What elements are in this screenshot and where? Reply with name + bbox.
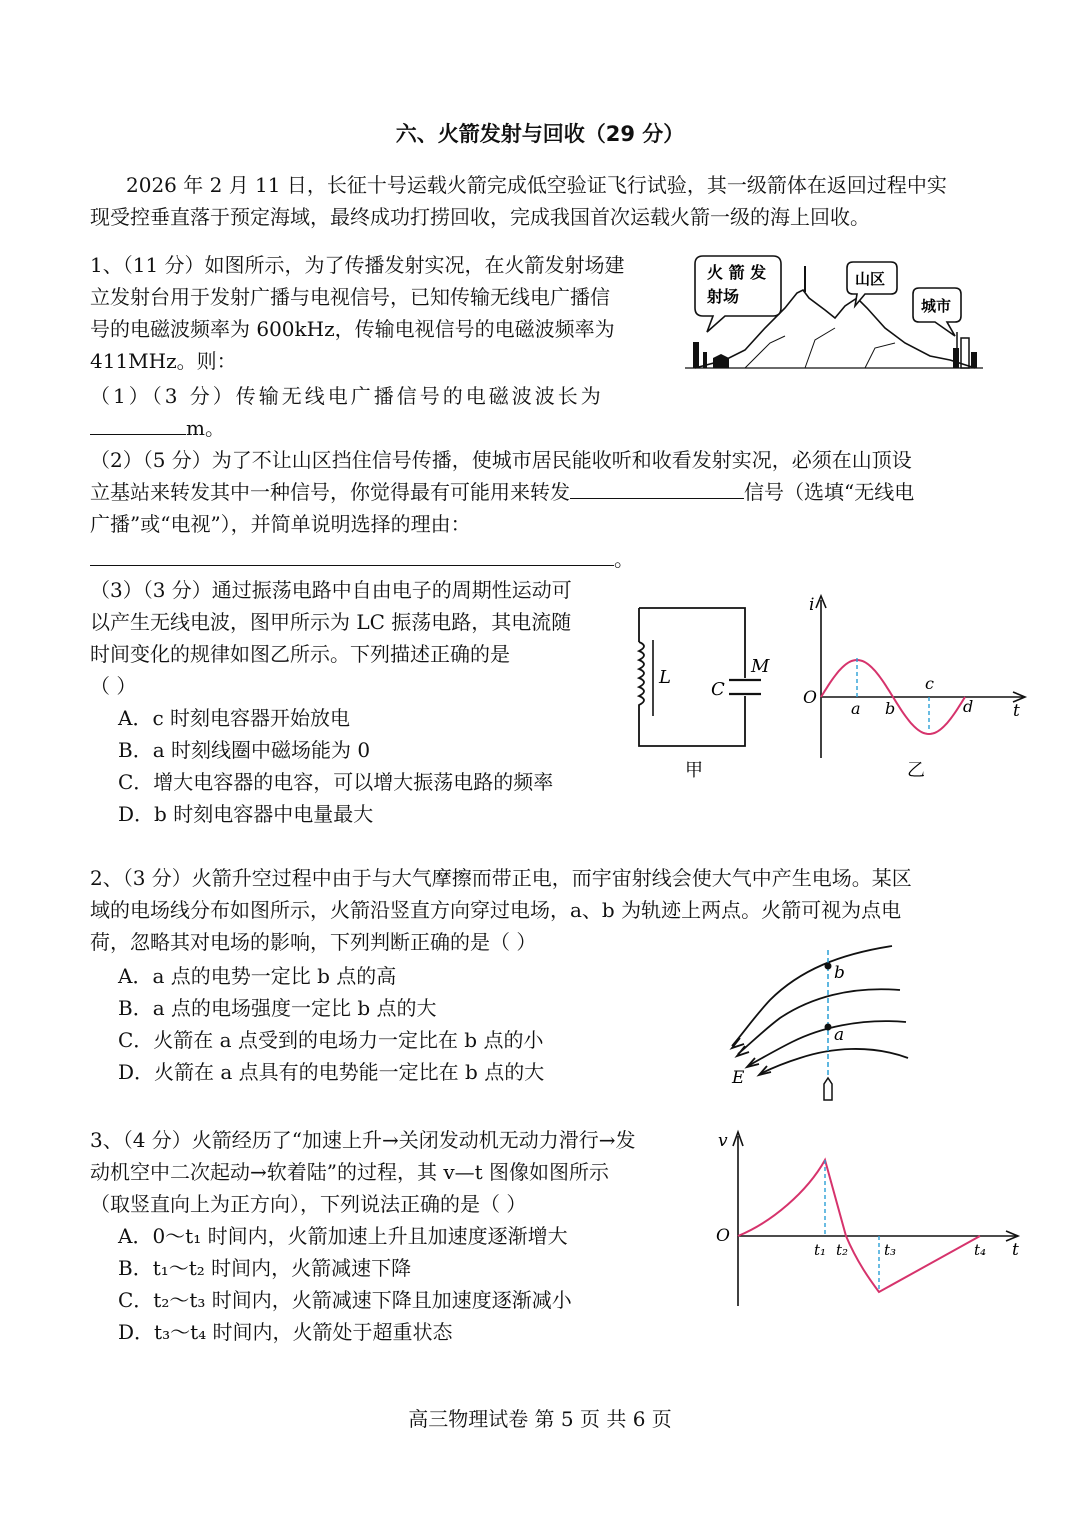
launch-label-2: 射场 [707, 287, 740, 306]
intro-line-2: 现受控垂直落于预定海域，最终成功打捞回收，完成我国首次运载火箭一级的海上回收。 [90, 205, 870, 229]
broadcast-scene-figure [685, 248, 985, 378]
city-label: 城市 [921, 297, 952, 315]
intro-line-1: 2026 年 2 月 11 日，长征十号运载火箭完成低空验证飞行试验，其一级箭体在返回过程中实 [126, 173, 947, 197]
circuit-label-M: M [751, 656, 770, 677]
q1-sub3-stem-4: （ ） [90, 674, 137, 698]
q1-sub2-line-1: （2）（5 分）为了不让山区挡住信号传播，使城市居民能收听和收看发射实况，必须在山顶设 [90, 448, 912, 472]
point-b [825, 963, 832, 970]
q1-option-d[interactable]: D．b 时刻电容器中电量最大 [118, 802, 374, 826]
launch-tower-icon [693, 342, 699, 368]
vt-label-t4: t₄ [974, 1241, 987, 1259]
graph-label-b: b [885, 699, 896, 718]
q3-stem-3: （取竖直向上为正方向），下列说法正确的是（ ） [90, 1192, 527, 1216]
q2-option-d[interactable]: D．火箭在 a 点具有的电势能一定比在 b 点的大 [118, 1060, 545, 1084]
q1-sub2-reason-blank[interactable] [90, 543, 614, 566]
circuit-label-C: C [711, 679, 725, 700]
vt-label-t3: t₃ [884, 1241, 897, 1259]
vt-label-t: t [1012, 1240, 1019, 1260]
q1-stem-3: 号的电磁波频率为 600kHz，传输电视信号的电磁波频率为 [90, 317, 615, 341]
q1-sub2-text-a: 立基站来转发其中一种信号，你觉得最有可能用来转发 [90, 480, 570, 504]
launch-label-1: 火 箭 发 [707, 263, 767, 282]
field-line-4 [760, 1049, 908, 1074]
current-time-graph [795, 590, 1035, 785]
q1-sub1-unit: m。 [186, 416, 225, 440]
point-a [825, 1024, 832, 1031]
q2-stem-2: 域的电场线分布如图所示，火箭沿竖直方向穿过电场，a、b 为轨迹上两点。火箭可视为点电 [90, 898, 902, 922]
vt-label-v: v [718, 1131, 728, 1151]
launch-dome-icon [713, 354, 729, 368]
graph-label-t: t [1013, 701, 1020, 721]
graph-label-O: O [803, 688, 817, 708]
q1-sub3-stem-3: 时间变化的规律如图乙所示。下列描述正确的是 [90, 642, 510, 666]
q1-option-b[interactable]: B．a 时刻线圈中磁场能为 0 [118, 738, 371, 762]
city-building-1-icon [953, 348, 959, 368]
q1-sub2-end: 。 [614, 547, 634, 571]
q1-sub2-text-b: 信号（选填“无线电 [744, 480, 915, 504]
field-line-1 [732, 946, 892, 1046]
field-label-b: b [834, 963, 845, 983]
page-footer: 高三物理试卷 第 5 页 共 6 页 [408, 1407, 672, 1431]
rocket-icon [824, 1078, 832, 1100]
inductor-coil-icon [639, 642, 644, 710]
q1-option-a[interactable]: A．c 时刻电容器开始放电 [118, 706, 351, 730]
q1-option-c[interactable]: C．增大电容器的电容，可以增大振荡电路的频率 [118, 770, 554, 794]
q1-stem-1: 1、（11 分）如图所示，为了传播发射实况，在火箭发射场建 [90, 253, 625, 277]
q1-stem-2: 立发射台用于发射广播与电视信号，已知传输无线电广播信 [90, 285, 610, 309]
electric-field-figure [720, 940, 920, 1105]
vt-label-t2: t₂ [836, 1241, 849, 1259]
q2-option-b[interactable]: B．a 点的电场强度一定比 b 点的大 [118, 996, 437, 1020]
graph-caption: 乙 [907, 760, 925, 781]
q1-sub3-stem-1: （3）（3 分）通过振荡电路中自由电子的周期性运动可 [90, 578, 572, 602]
q1-sub1-blank[interactable] [90, 412, 186, 435]
q3-option-d[interactable]: D．t₃～t₄ 时间内，火箭处于超重状态 [118, 1320, 453, 1344]
q1-sub1-answer-line [90, 412, 225, 444]
lc-circuit-figure [625, 600, 775, 780]
circuit-caption: 甲 [685, 760, 703, 780]
section-title: 六、火箭发射与回收（29 分） [395, 122, 685, 146]
graph-label-a: a [851, 699, 861, 718]
q2-stem-3: 荷，忽略其对电场的影响，下列判断正确的是（ ） [90, 930, 537, 954]
q2-option-a[interactable]: A．a 点的电势一定比 b 点的高 [118, 964, 397, 988]
graph-label-i: i [809, 595, 815, 615]
circuit-label-L: L [659, 667, 671, 688]
q2-option-c[interactable]: C．火箭在 a 点受到的电场力一定比在 b 点的小 [118, 1028, 544, 1052]
mountain-label: 山区 [855, 270, 886, 288]
q3-stem-1: 3、（4 分）火箭经历了“加速上升→关闭发动机无动力滑行→发 [90, 1128, 636, 1152]
q3-option-a[interactable]: A．0～t₁ 时间内，火箭加速上升且加速度逐渐增大 [118, 1224, 568, 1248]
field-label-E: E [732, 1068, 745, 1088]
q1-sub2-line-2 [90, 476, 914, 508]
mountain-shading [745, 328, 895, 368]
graph-label-d: d [963, 697, 974, 716]
q1-sub3-stem-2: 以产生无线电波，图甲所示为 LC 振荡电路，其电流随 [90, 610, 572, 634]
vt-label-t1: t₁ [814, 1241, 827, 1259]
launch-building-icon [703, 352, 707, 368]
q1-sub1: （1）（3 分）传输无线电广播信号的电磁波波长为 [90, 384, 604, 408]
velocity-curve [738, 1160, 980, 1292]
q3-option-b[interactable]: B．t₁～t₂ 时间内，火箭减速下降 [118, 1256, 412, 1280]
q3-stem-2: 动机空中二次起动→软着陆”的过程，其 v—t 图像如图所示 [90, 1160, 610, 1184]
field-label-a: a [834, 1025, 845, 1045]
q2-stem-1: 2、（3 分）火箭升空过程中由于与大气摩擦而带正电，而宇宙射线会使大气中产生电场。某区 [90, 866, 912, 890]
q1-sub2-blank[interactable] [570, 476, 744, 499]
q3-option-c[interactable]: C．t₂～t₃ 时间内，火箭减速下降且加速度逐渐减小 [118, 1288, 572, 1312]
velocity-time-graph [712, 1122, 1032, 1312]
circuit-wires [639, 608, 745, 746]
q1-sub2-reason-line [90, 543, 634, 575]
q1-stem-4: 411MHz。则： [90, 349, 237, 373]
city-building-3-icon [971, 352, 977, 368]
vt-label-O: O [716, 1226, 730, 1246]
q1-sub2-line-3: 广播”或“电视”），并简单说明选择的理由： [90, 512, 471, 536]
graph-label-c: c [925, 674, 934, 693]
